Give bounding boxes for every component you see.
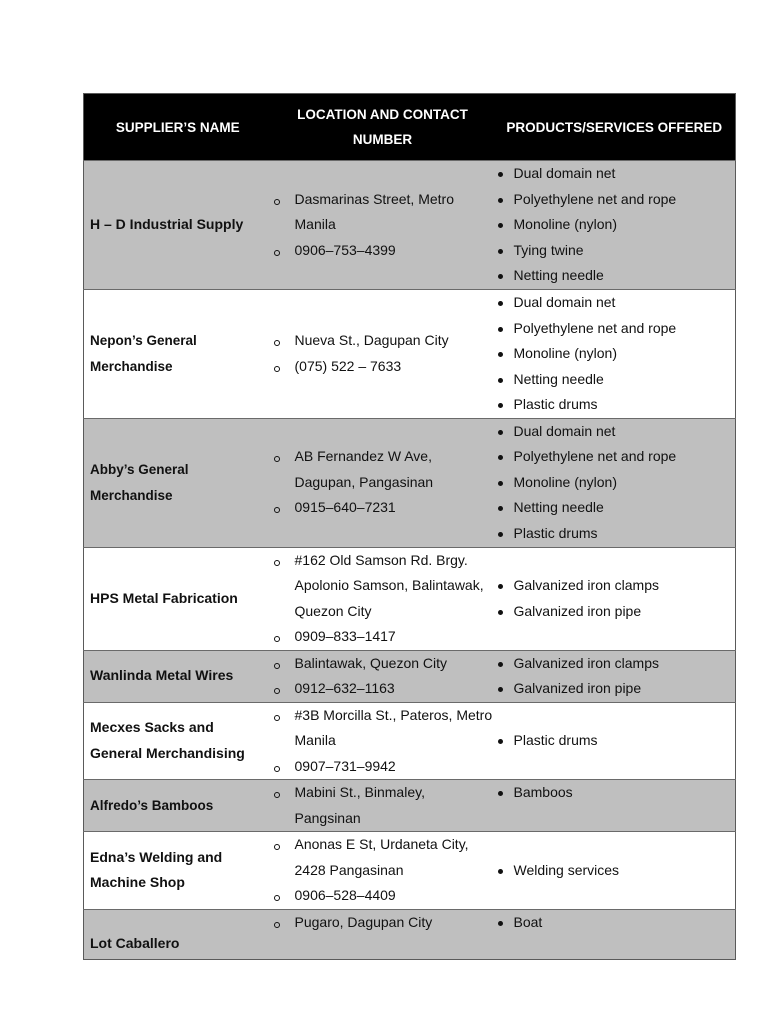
supplier-name-cell: Alfredo’s Bamboos [84, 780, 272, 832]
header-row [84, 94, 736, 161]
product-item: Netting needle [494, 495, 736, 521]
supplier-name-cell: Mecxes Sacks and General Merchandising [84, 702, 272, 780]
location-list [272, 703, 494, 780]
location-item: 0907–731–9942 [272, 754, 494, 780]
product-item: Galvanized iron pipe [494, 676, 736, 702]
location-list [272, 651, 494, 702]
products-cell [494, 418, 736, 547]
product-item: Netting needle [494, 263, 736, 289]
table-row [84, 290, 736, 419]
location-item: #3B Morcilla St., Pateros, Metro Manila [272, 703, 494, 754]
supplier-name-cell: Lot Caballero [84, 909, 272, 959]
table-row [84, 161, 736, 290]
location-contact-cell [272, 547, 494, 650]
location-item: Nueva St., Dagupan City [272, 328, 494, 354]
table-row [84, 702, 736, 780]
product-item: Dual domain net [494, 419, 736, 445]
product-list [494, 290, 736, 418]
product-item: Monoline (nylon) [494, 212, 736, 238]
products-cell [494, 547, 736, 650]
product-item: Plastic drums [494, 728, 736, 754]
location-list [272, 832, 494, 909]
products-cell [494, 832, 736, 910]
header-location-contact: LOCATION AND CONTACT NUMBER [272, 94, 494, 161]
supplier-name-cell: HPS Metal Fabrication [84, 547, 272, 650]
supplier-name-cell: H – D Industrial Supply [84, 161, 272, 290]
location-item: Mabini St., Binmaley, Pangsinan [272, 780, 494, 831]
product-item: Tying twine [494, 238, 736, 264]
location-item: Dasmarinas Street, Metro Manila [272, 187, 494, 238]
product-item: Monoline (nylon) [494, 470, 736, 496]
location-contact-cell [272, 418, 494, 547]
product-item: Dual domain net [494, 161, 736, 187]
product-item: Polyethylene net and rope [494, 444, 736, 470]
table-row [84, 832, 736, 910]
product-item: Boat [494, 910, 736, 936]
table-row [84, 547, 736, 650]
header-products-services: PRODUCTS/SERVICES OFFERED [494, 94, 736, 161]
table-row [84, 650, 736, 702]
location-item: Balintawak, Quezon City [272, 651, 494, 677]
table-header [84, 94, 736, 161]
products-cell [494, 161, 736, 290]
location-contact-cell [272, 161, 494, 290]
location-contact-cell [272, 702, 494, 780]
location-item: Pugaro, Dagupan City [272, 910, 494, 936]
location-list [272, 328, 494, 379]
product-list [494, 161, 736, 289]
product-item: Polyethylene net and rope [494, 187, 736, 213]
product-item: Galvanized iron pipe [494, 599, 736, 625]
product-item: Galvanized iron clamps [494, 651, 736, 677]
product-item: Galvanized iron clamps [494, 573, 736, 599]
location-contact-cell [272, 832, 494, 910]
table-row [84, 780, 736, 832]
location-item: (075) 522 – 7633 [272, 354, 494, 380]
header-supplier-name: SUPPLIER’S NAME [84, 94, 272, 161]
products-cell [494, 290, 736, 419]
product-list [494, 419, 736, 547]
product-item: Bamboos [494, 780, 736, 806]
product-item: Polyethylene net and rope [494, 316, 736, 342]
product-item: Monoline (nylon) [494, 341, 736, 367]
table-row [84, 909, 736, 959]
location-contact-cell [272, 780, 494, 832]
supplier-table [83, 93, 736, 960]
product-item: Plastic drums [494, 521, 736, 547]
product-list [494, 780, 736, 806]
products-cell [494, 780, 736, 832]
location-list [272, 444, 494, 521]
location-list [272, 780, 494, 831]
location-item: 0912–632–1163 [272, 676, 494, 702]
table-row [84, 418, 736, 547]
supplier-name-cell: Edna’s Welding and Machine Shop [84, 832, 272, 910]
product-item: Plastic drums [494, 392, 736, 418]
product-list [494, 651, 736, 702]
location-item: Anonas E St, Urdaneta City, 2428 Pangasinan [272, 832, 494, 883]
location-item: AB Fernandez W Ave, Dagupan, Pangasinan [272, 444, 494, 495]
product-list [494, 573, 736, 624]
location-list [272, 548, 494, 650]
supplier-name-cell: Nepon’s General Merchandise [84, 290, 272, 419]
product-item: Dual domain net [494, 290, 736, 316]
location-item: #162 Old Samson Rd. Brgy. Apolonio Samson, Balintawak, Quezon City [272, 548, 494, 625]
location-item: 0915–640–7231 [272, 495, 494, 521]
table-body [84, 161, 736, 960]
product-list [494, 858, 736, 884]
location-list [272, 187, 494, 264]
supplier-name-cell: Abby’s General Merchandise [84, 418, 272, 547]
products-cell [494, 909, 736, 959]
supplier-name-cell: Wanlinda Metal Wires [84, 650, 272, 702]
location-item: 0906–528–4409 [272, 883, 494, 909]
location-contact-cell [272, 650, 494, 702]
product-item: Netting needle [494, 367, 736, 393]
product-list [494, 728, 736, 754]
location-item: 0906–753–4399 [272, 238, 494, 264]
location-item: 0909–833–1417 [272, 624, 494, 650]
location-contact-cell [272, 290, 494, 419]
products-cell [494, 702, 736, 780]
product-list [494, 910, 736, 936]
products-cell [494, 650, 736, 702]
location-list [272, 910, 494, 936]
product-item: Welding services [494, 858, 736, 884]
location-contact-cell [272, 909, 494, 959]
